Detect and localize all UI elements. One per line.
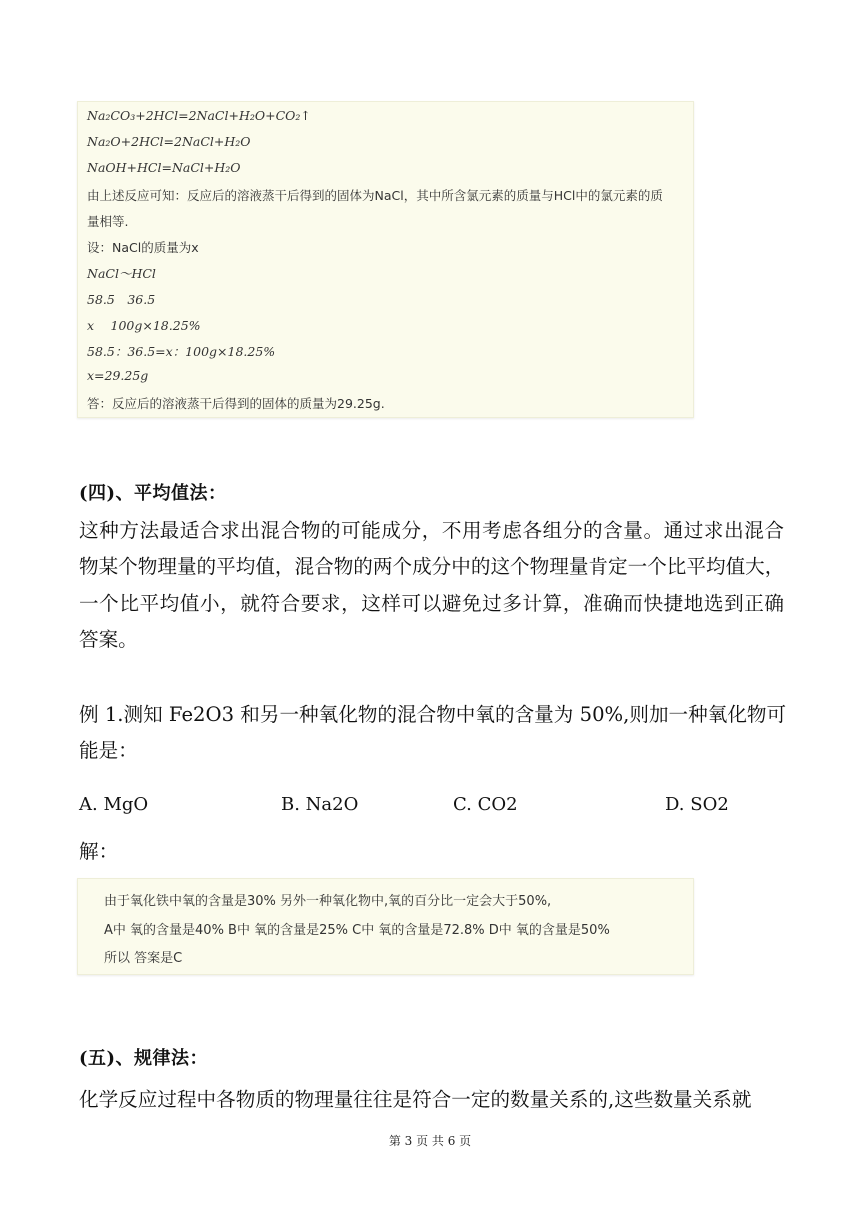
question-line: 能是：	[79, 739, 138, 763]
answer-line: 答：反应后的溶液蒸干后得到的固体的质量为29.25g.	[87, 396, 385, 411]
equation-1: Na₂CO₃+2HCl=2NaCl+H₂O+CO₂↑	[87, 108, 311, 123]
mass-ratio-line: 58.5 36.5	[87, 292, 156, 307]
page-number: 第 3 页 共 6 页	[388, 1134, 472, 1148]
unknown-line: x 100g×18.25%	[87, 318, 201, 333]
solution-label: 解：	[79, 840, 119, 863]
analysis-line-2: 量相等.	[87, 214, 129, 229]
option-c: C. CO2	[453, 794, 518, 815]
option-b: B. Na2O	[281, 794, 359, 815]
equation-2: Na₂O+2HCl=2NaCl+H₂O	[87, 134, 251, 149]
solution-line-1: 由于氧化铁中氧的含量是30% 另外一种氧化物中,氧的百分比一定会大于50%,	[104, 894, 552, 909]
paragraph-line: 这种方法最适合求出混合物的可能成分，不用考虑各组分的含量。通过求出混合	[79, 519, 784, 542]
option-a: A. MgO	[79, 794, 149, 815]
paragraph-line: 答案。	[79, 627, 138, 651]
solution-line-3: 所以 答案是C	[104, 951, 183, 966]
result-line: x=29.25g	[87, 368, 149, 383]
assumption-line: 设：NaCl的质量为x	[87, 240, 199, 255]
solution-line-2: A中 氧的含量是40% B中 氧的含量是25% C中 氧的含量是72.8% D中 氧的含量是50%	[104, 923, 610, 938]
section-heading-4: (四)、平均值法：	[79, 483, 227, 504]
solution-image-1	[77, 101, 694, 418]
proportion-line: 58.5：36.5=x：100g×18.25%	[87, 344, 276, 359]
analysis-line-1: 由上述反应可知：反应后的溶液蒸干后得到的固体为NaCl，其中所含氯元素的质量与HCl中的氯元素的质	[87, 188, 663, 203]
solution-image-2	[77, 878, 694, 975]
option-d: D. SO2	[665, 794, 729, 815]
question-line: 例 1.测知 Fe2O3 和另一种氧化物的混合物中氧的含量为 50%,则加一种氧化物可	[79, 703, 787, 726]
ratio-line: NaCl～HCl	[87, 266, 156, 281]
paragraph-line: 一个比平均值小，就符合要求，这样可以避免过多计算，准确而快捷地选到正确	[79, 591, 784, 615]
example-question	[79, 697, 787, 770]
section-4-paragraph	[79, 513, 784, 658]
equation-3: NaOH+HCl=NaCl+H₂O	[87, 160, 241, 175]
section-heading-5: (五)、规律法：	[79, 1048, 209, 1069]
paragraph-line: 物某个物理量的平均值，混合物的两个成分中的这个物理量肯定一个比平均值大，	[79, 555, 785, 579]
section-5-line: 化学反应过程中各物质的物理量往往是符合一定的数量关系的,这些数量关系就	[79, 1088, 752, 1111]
